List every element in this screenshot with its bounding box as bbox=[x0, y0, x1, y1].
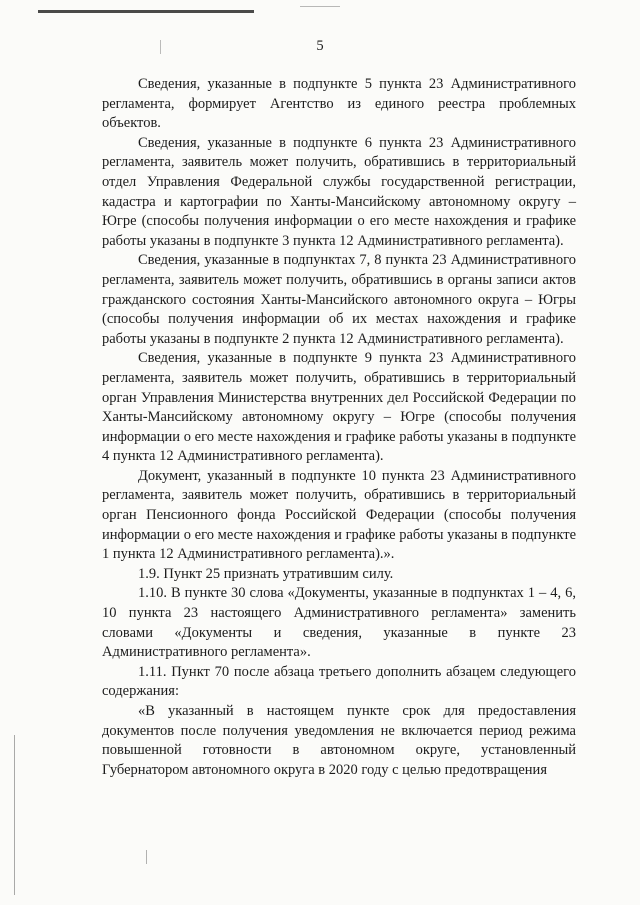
paragraph: «В указанный в настоящем пункте срок для предоставления документов после получения уведомления не включается период режима повышенной готовности в автономном округе, установленный Губернатором автономного округа в 2020 году с целью предотвращения bbox=[102, 703, 576, 778]
paragraph: Документ, указанный в подпункте 10 пункта 23 Административного регламента, заявитель может получить, обратившись в территориальный орган Пенсионного фонда Российской Федерации (способы получения информации о его месте нахождения и графике работы указаны в подпункте 1 пункта 12 Административного регламента).». bbox=[102, 467, 576, 563]
scan-artifact-top-line bbox=[38, 10, 254, 13]
paragraph: Сведения, указанные в подпункте 5 пункта 23 Административного регламента, формирует Агентство из единого реестра проблемных объектов. bbox=[102, 76, 576, 132]
paragraph: Сведения, указанные в подпункте 6 пункта 23 Административного регламента, заявитель может получить, обратившись в территориальный отдел Управления Федеральной службы государственной регистрации, кадастра и картографии по Ханты-Мансийскому автономному округу – Югре (способы получения информации о его месте нахождения и графике работы указаны в подпункте 3 пункта 12 Административного регламента). bbox=[102, 134, 576, 249]
scan-speck bbox=[300, 6, 340, 7]
paragraph: Сведения, указанные в подпункте 9 пункта 23 Административного регламента, заявитель может получить, обратившись в территориальный орган Управления Министерства внутренних дел Российской Федерации по Ханты-Мансийскому автономному округу – Югре (способы получения информации о его месте нахождения и графике работы указаны в подпункте 4 пункта 12 Административного регламента). bbox=[102, 350, 576, 465]
document-body bbox=[102, 75, 576, 780]
paragraph: 1.11. Пункт 70 после абзаца третьего дополнить абзацем следующего содержания: bbox=[102, 663, 576, 700]
paragraph: 1.10. В пункте 30 слова «Документы, указанные в подпунктах 1 – 4, 6, 10 пункта 23 настоящего Административного регламента» заменить словами «Документы и сведения, указанные в пункте 23 Административного регламента». bbox=[102, 585, 576, 661]
paragraph: 1.9. Пункт 25 признать утратившим силу. bbox=[138, 565, 394, 582]
page-number: 5 bbox=[316, 38, 324, 54]
scan-margin-mark bbox=[14, 735, 15, 895]
paragraph: Сведения, указанные в подпунктах 7, 8 пункта 23 Административного регламента, заявитель может получить, обратившись в органы записи актов гражданского состояния Ханты-Мансийского автономного округа – Югры (способы получения информации об их местах нахождения и графике работы указаны в подпункте 2 пункта 12 Административного регламента). bbox=[102, 252, 576, 347]
scan-speck bbox=[146, 850, 147, 864]
